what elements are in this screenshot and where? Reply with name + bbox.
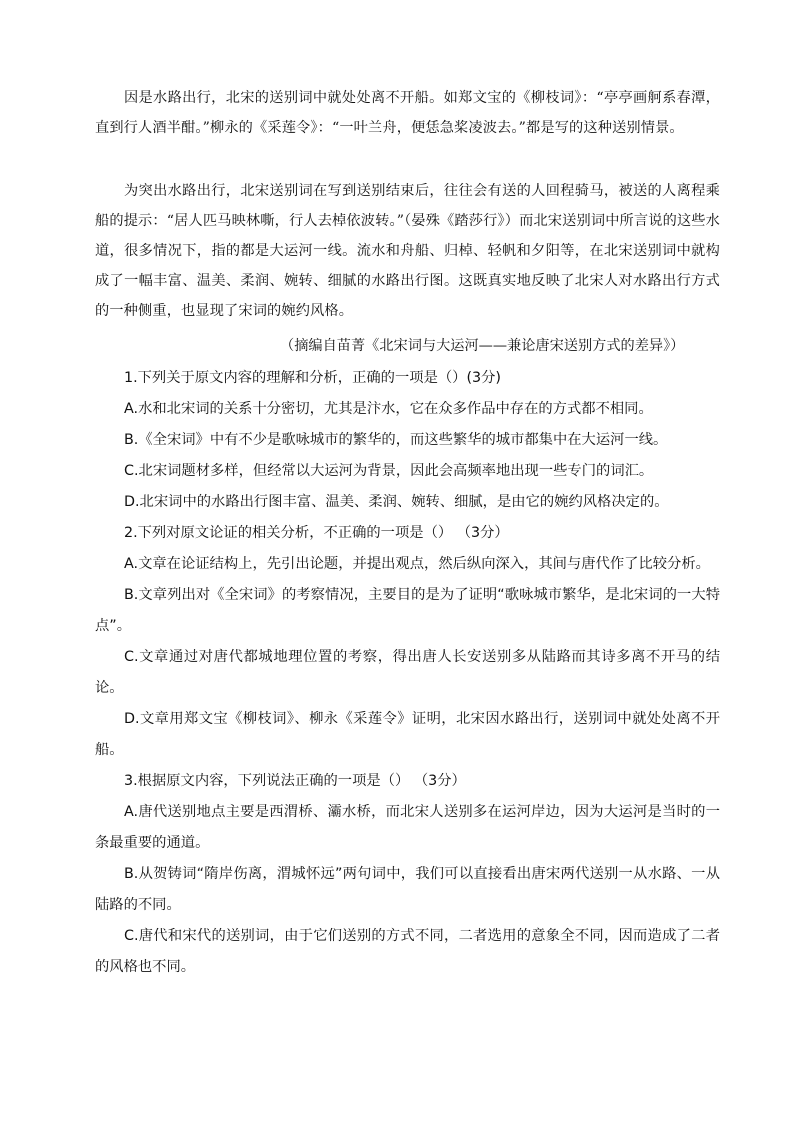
question-3-stem: 3.根据原文内容，下列说法正确的一项是（） （3分）	[124, 773, 466, 789]
passage-paragraph: 因是水路出行，北宋的送别词中就处处离不开船。如郑文宝的《柳枝词》：“亭亭画舸系春潭，直到行人酒半酣。”柳永的《采莲令》：“一叶兰舟，便恁急桨凌波去。”都是写的这种送别情景。	[95, 90, 720, 136]
question-1-option-b: B.《全宋词》中有不少是歌咏城市的繁华的，而这些繁华的城市都集中在大运河一线。	[124, 432, 668, 448]
question-2-option-c: C.文章通过对唐代都城地理位置的考察，得出唐人长安送别多从陆路而其诗多离不开马的结论。	[95, 649, 720, 697]
question-2-option-b: B.文章列出对《全宋词》的考察情况，主要目的是为了证明“歌咏城市繁华，是北宋词的一大特点”。	[95, 587, 720, 635]
question-1-option-c: C.北宋词题材多样，但经常以大运河为背景，因此会高频率地出现一些专门的词汇。	[124, 463, 654, 479]
question-2-option-d: D.文章用郑文宝《柳枝词》、柳永《采莲令》证明，北宋因水路出行，送别词中就处处离不开船。	[95, 711, 720, 759]
passage-paragraph: 为突出水路出行，北宋送别词在写到送别结束后，往往会有送的人回程骑马，被送的人离程乘船的提示：“居人匹马映林嘶，行人去棹依波转。”（晏殊《踏莎行》）而北宋送别词中所言说的这些水道，很多情况下，指的都是大运河一线。流水和舟船、归棹、轻帆和夕阳等，在北宋送别词中就构成了一幅丰富、温美、柔润、婉转、细腻的水路出行图。这既真实地反映了北宋人对水路出行方式的一种侧重，也显现了宋词的婉约风格。	[95, 183, 720, 319]
passage-source: （摘编自苗菁《北宋词与大运河——兼论唐宋送别方式的差异》）	[280, 338, 685, 354]
question-1-option-d: D.北宋词中的水路出行图丰富、温美、柔润、婉转、细腻，是由它的婉约风格决定的。	[124, 494, 669, 510]
question-3-option-a: A.唐代送别地点主要是西渭桥、灞水桥，而北宋人送别多在运河岸边，因为大运河是当时的一条最重要的通道。	[95, 804, 720, 852]
question-2-option-a: A.文章在论证结构上，先引出论题，并提出观点，然后纵向深入，其间与唐代作了比较分析。	[124, 556, 710, 572]
question-3-option-b: B.从贺铸词“隋岸伤离，渭城怀远”两句词中，我们可以直接看出唐宋两代送别一从水路、一从陆路的不同。	[95, 866, 720, 914]
question-2-stem: 2.下列对原文论证的相关分析，不正确的一项是（） （3分）	[124, 525, 509, 541]
question-1-stem: 1.下列关于原文内容的理解和分析，正确的一项是（）(3分)	[124, 370, 502, 386]
question-1-option-a: A.水和北宋词的关系十分密切，尤其是汴水，它在众多作品中存在的方式都不相同。	[124, 401, 653, 417]
question-3-option-c: C.唐代和宋代的送别词，由于它们送别的方式不同，二者选用的意象全不同，因而造成了二者的风格也不同。	[95, 928, 720, 976]
